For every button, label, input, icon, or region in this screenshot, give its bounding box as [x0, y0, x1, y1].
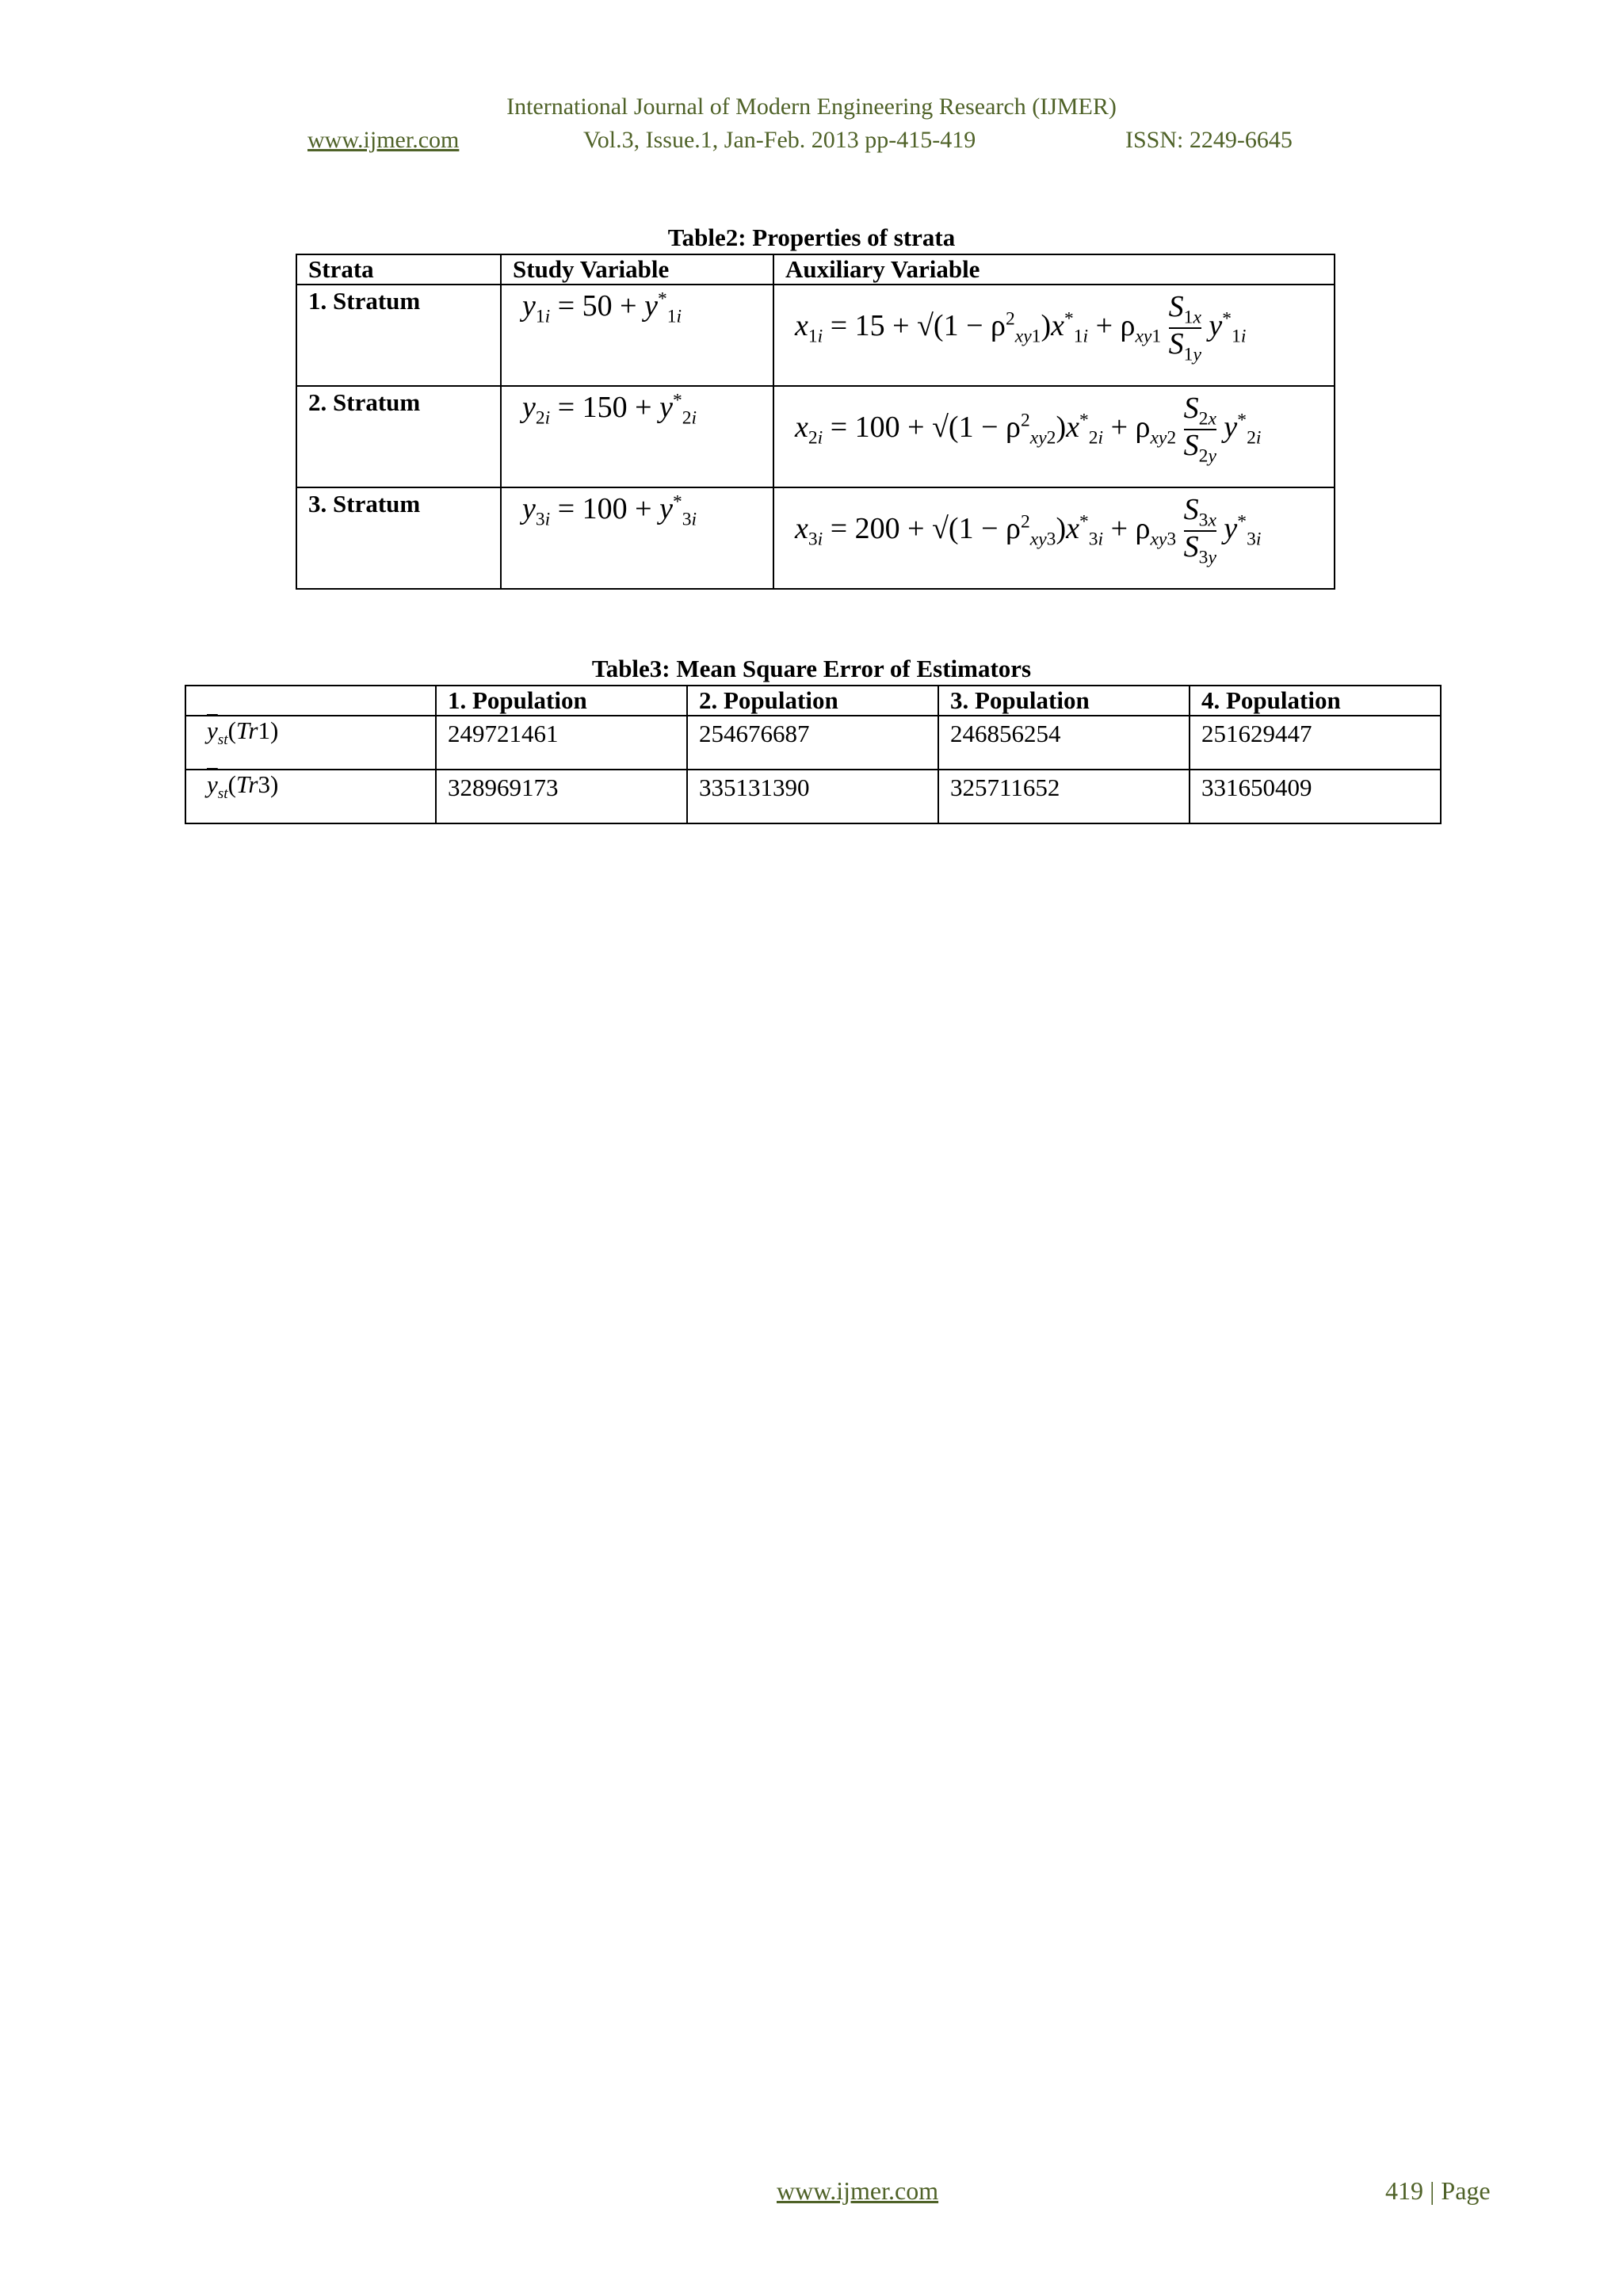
- table3-header-population-4: 4. Population: [1190, 686, 1441, 716]
- mse-value: 246856254: [938, 716, 1190, 770]
- auxiliary-variable-formula: $x_{3i} = 200 + √(1 - \rho^2_{xy3})x^*_{3i} + \rho_{xy3}$ $\frac{S_{3x}}{S_{3y}}$ $y^*_{3i}$: [773, 487, 1335, 589]
- table3-header-population-3: 3. Population: [938, 686, 1190, 716]
- study-variable-formula: $y_{3i} = 100 + y^*_{3i}$: [501, 487, 773, 589]
- study-variable-formula: $y_{2i} = 150 + y^*_{2i}$: [501, 386, 773, 487]
- table2-header-auxiliary: Auxiliary Variable: [773, 254, 1335, 285]
- mse-value: 251629447: [1190, 716, 1441, 770]
- estimator-label: $\overline{y}_{st}(Tr3)$: [185, 770, 436, 823]
- mse-value: 254676687: [687, 716, 938, 770]
- mse-value: 335131390: [687, 770, 938, 823]
- journal-title: International Journal of Modern Engineering Research (IJMER): [506, 94, 1117, 120]
- study-variable-formula: $y_{1i} = 50 + y^*_{1i}$: [501, 285, 773, 386]
- table3-header-empty: [185, 686, 436, 716]
- journal-volume: Vol.3, Issue.1, Jan-Feb. 2013 pp-415-419: [583, 127, 976, 153]
- estimator-label: $\overline{y}_{st}(Tr1)$: [185, 716, 436, 770]
- table-row: [185, 716, 1441, 770]
- table-row: [296, 386, 1335, 487]
- table-row: [185, 770, 1441, 823]
- table3-mean-square-error: [185, 685, 1442, 824]
- auxiliary-variable-formula: $x_{2i} = 100 + √(1 - \rho^2_{xy2})x^*_{2i} + \rho_{xy2}$ $\frac{S_{2x}}{S_{2y}}$ $y^*_{2i}$: [773, 386, 1335, 487]
- table-row: [296, 285, 1335, 386]
- table2-header-study: Study Variable: [501, 254, 773, 285]
- mse-value: 331650409: [1190, 770, 1441, 823]
- stratum-label: 3. Stratum: [296, 487, 501, 589]
- table2-properties-of-strata: [296, 254, 1335, 590]
- stratum-label: 2. Stratum: [296, 386, 501, 487]
- auxiliary-variable-formula: $x_{1i} = 15 + √(1 - \rho^2_{xy1})x^*_{1i} + \rho_{xy1}$ $\frac{S_{1x}}{S_{1y}}$ $y^*_{1i}$: [773, 285, 1335, 386]
- table2-header-row: [296, 254, 1335, 285]
- mse-value: 325711652: [938, 770, 1190, 823]
- table2-header-strata: Strata: [296, 254, 501, 285]
- table3-header-row: [185, 686, 1441, 716]
- stratum-label: 1. Stratum: [296, 285, 501, 386]
- mse-value: 328969173: [436, 770, 687, 823]
- journal-url-link[interactable]: www.ijmer.com: [307, 127, 460, 153]
- footer-page-number: 419 | Page: [1385, 2176, 1491, 2205]
- table3-caption: Table3: Mean Square Error of Estimators: [591, 655, 1032, 682]
- journal-issn: ISSN: 2249-6645: [1125, 127, 1293, 153]
- table-row: [296, 487, 1335, 589]
- footer-url-link[interactable]: www.ijmer.com: [777, 2176, 939, 2205]
- table3-header-population-2: 2. Population: [687, 686, 938, 716]
- table3-header-population-1: 1. Population: [436, 686, 687, 716]
- table2-caption: Table2: Properties of strata: [667, 223, 956, 251]
- mse-value: 249721461: [436, 716, 687, 770]
